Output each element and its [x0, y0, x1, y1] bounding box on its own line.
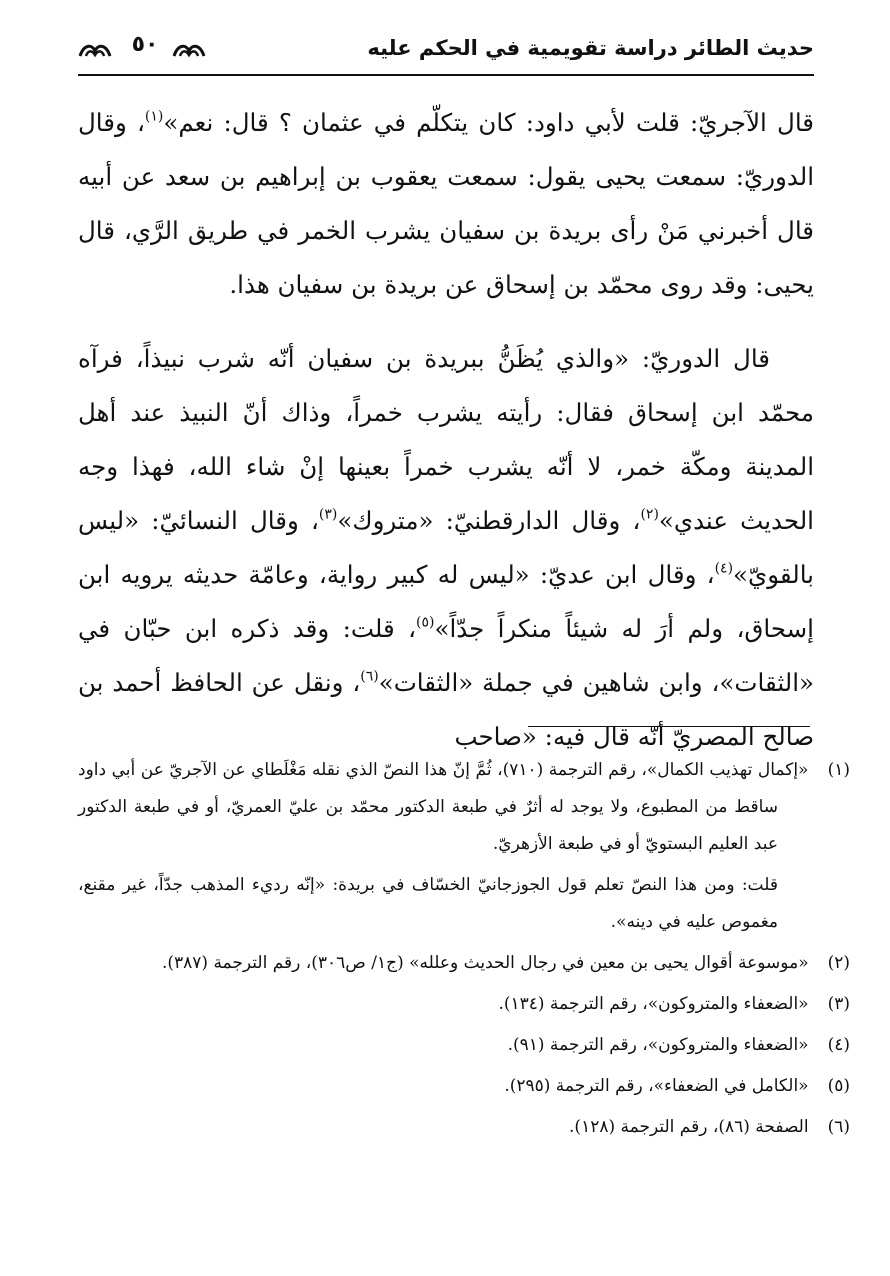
footnote-1-note: قلت: ومن هذا النصّ تعلم قول الجوزجانيّ الخسّاف في بريدة: «إنّه رديء المذهب جدّاً، غير مقنع، مغموص عليه في دينه». [78, 875, 778, 932]
footnote-4: (٤) «الضعفاء والمتروكون»، رقم الترجمة (٩١). [507, 1035, 850, 1055]
footnote-separator [528, 726, 810, 727]
footnote-6: (٦) الصفحة (٨٦)، رقم الترجمة (١٢٨). [569, 1117, 850, 1137]
footnote-text: «الضعفاء والمتروكون»، رقم الترجمة (٩١). [507, 1035, 809, 1055]
page-number: ٥٠ [131, 32, 159, 57]
footnote-text: «موسوعة أقوال يحيى بن معين في رجال الحديث وعلله» (ج١/ ص٣٠٦)، رقم الترجمة (٣٨٧). [161, 953, 809, 973]
footnote-text: الصفحة (٨٦)، رقم الترجمة (١٢٨). [569, 1117, 809, 1137]
text-run: ، ونقل عن الحافظ أحمد بن صالح المصريّ أنّه قال فيه: «صاحب [78, 668, 814, 751]
text-run: ، وقال النسائيّ: «ليس بالقويّ» [78, 506, 814, 589]
main-text [78, 96, 814, 764]
footnote-text: «إكمال تهذيب الكمال»، رقم الترجمة (٧١٠)، ثُمَّ إنّ هذا النصّ الذي نقله مَغْلَطاي عن الآجريّ عن أبي داود ساقط من المطبوع، ولا يوجد له أثرٌ في طبعة الدكتور محمّد بن عليّ العمريّ، أو في طبعة الدكتور عبد العليم البستويّ أو في طبعة الأزهريّ. [78, 760, 809, 854]
decorative-flourish-icon [78, 42, 112, 60]
footnote-5: (٥) «الكامل في الضعفاء»، رقم الترجمة (٢٩٥). [504, 1076, 850, 1096]
page-header [78, 30, 814, 76]
text-run: قال الدوريّ: «والذي يُظَنُّ ببريدة بن سفيان أنّه شرب نبيذاً، فرآه محمّد ابن إسحاق فقال: رأيته يشرب خمراً، وذاك أنّ النبيذ عند أهل المدينة ومكّة خمر، لا أنّه يشرب خمراً بعينها إنْ شاء الله، فهذا وجه الحديث عندي» [78, 344, 814, 535]
running-title: حديث الطائر دراسة تقويمية في الحكم عليه [367, 36, 814, 60]
footnote-2: (٢) «موسوعة أقوال يحيى بن معين في رجال الحديث وعلله» (ج١/ ص٣٠٦)، رقم الترجمة (٣٨٧). [161, 953, 850, 973]
decorative-flourish-icon [172, 42, 206, 60]
footnote-1: (١) «إكمال تهذيب الكمال»، رقم الترجمة (٧١٠)، ثُمَّ إنّ هذا النصّ الذي نقله مَغْلَطاي عن الآجريّ عن أبي داود ساقط من المطبوع، ولا يوجد له أثرٌ في طبعة الدكتور محمّد بن عليّ العمريّ، أو في طبعة الدكتور عبد العليم البستويّ أو في طبعة الأزهريّ. [78, 760, 850, 854]
paragraph [78, 96, 814, 312]
text-run: قال الآجريّ: قلت لأبي داود: كان يتكلّم في عثمان ؟ قال: نعم» [163, 108, 814, 137]
text-run: ، وقال ابن عديّ: «ليس له كبير رواية، وعامّة حديثه يرويه ابن إسحاق، ولم أرَ له شيئاً منكراً جدّاً» [78, 560, 814, 643]
text-run: ، قلت: وقد ذكره ابن حبّان في «الثقات»، وابن شاهين في جملة «الثقات» [78, 614, 814, 697]
footnote-ref: (١) [144, 108, 164, 125]
footnotes [78, 752, 850, 1150]
footnote-ref: (٦) [360, 668, 379, 685]
text-run: ، وقال الدارقطنيّ: «متروك» [337, 506, 641, 535]
footnote-ref: (٥) [415, 614, 435, 631]
footnote-text: «الكامل في الضعفاء»، رقم الترجمة (٢٩٥). [504, 1076, 809, 1096]
footnote-text: «الضعفاء والمتروكون»، رقم الترجمة (١٣٤). [498, 994, 809, 1014]
text-run: ، وقال الدوريّ: سمعت يحيى يقول: سمعت يعقوب بن إبراهيم بن سعد عن أبيه قال أخبرني مَنْ رأى بريدة بن سفيان يشرب الخمر في طريق الرَّي، قال يحيى: وقد روى محمّد بن إسحاق عن بريدة بن سفيان هذا. [78, 108, 814, 299]
footnote-ref: (٢) [640, 506, 659, 523]
footnote-ref: (٣) [318, 506, 338, 523]
paragraph [78, 332, 814, 764]
footnote-3: (٣) «الضعفاء والمتروكون»، رقم الترجمة (١٣٤). [498, 994, 850, 1014]
footnote-ref: (٤) [714, 560, 734, 577]
